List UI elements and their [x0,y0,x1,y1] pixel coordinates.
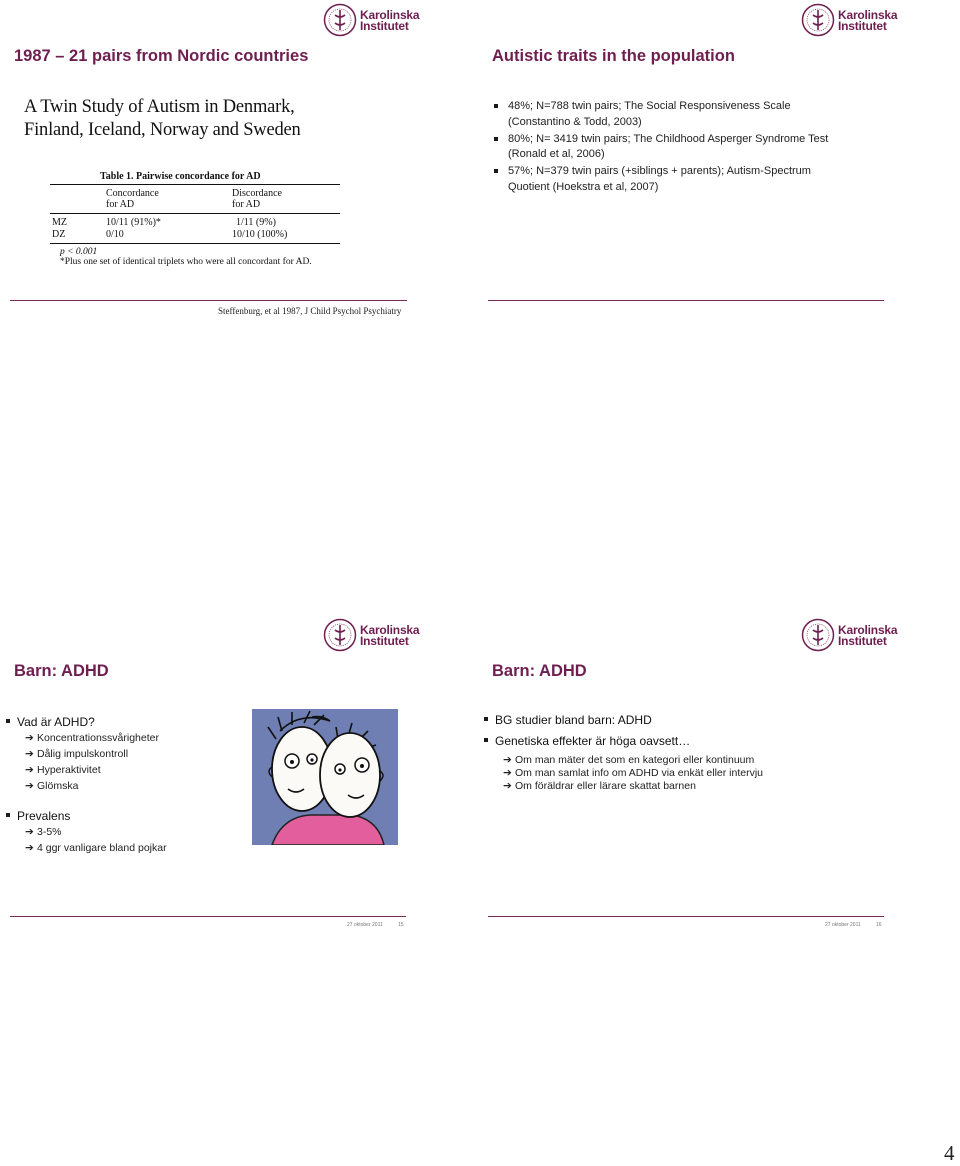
paper-excerpt [24,96,340,268]
footer-date: 27 oktober 2011 [347,922,383,928]
dz-concordance: 0/10 [106,229,124,240]
logo-wordmark: Karolinska Institutet [838,8,898,33]
question-label: Vad är ADHD? [17,715,95,729]
right-arrow-icon: ➔ [503,754,512,766]
right-arrow-icon: ➔ [503,767,512,779]
slide-footer-rule [488,300,884,301]
table-title: Table 1. Pairwise concordance for AD [100,171,261,182]
p-value-note: p < 0.001 [60,247,98,257]
prevalence-sublist [17,824,246,856]
footer-date: 27 oktober 2011 [825,922,861,928]
karolinska-seal-icon [323,3,357,37]
sub-item: ➔ Dålig impulskontroll [25,748,129,760]
prevalence-label: Prevalens [17,809,71,823]
slide-2 [484,0,954,310]
sub-item: ➔ 3-5% [25,826,62,838]
symptom-sublist [17,730,246,794]
slide-footer-rule [10,300,407,301]
sub-item: ➔ Glömska [25,780,79,792]
slide-title: Barn: ADHD [492,662,587,680]
slide-footer-rule [10,916,406,917]
slide-title: Barn: ADHD [14,662,109,680]
slide-4 [484,615,954,928]
two-faces-illustration [252,709,398,845]
list-item [484,733,904,793]
list-item [6,808,246,856]
mz-discordance: 1/11 (9%) [236,217,276,228]
footer-page-number: 16 [876,922,882,928]
logo-wordmark: Karolinska Institutet [360,623,420,648]
table-bottom-rule [50,243,340,244]
logo-wordmark: Karolinska Institutet [838,623,898,648]
right-arrow-icon: ➔ [25,748,34,760]
karolinska-seal-icon [801,618,835,652]
list-item: BG studier bland barn: ADHD [484,712,904,728]
slide-1 [6,0,476,316]
right-arrow-icon: ➔ [25,826,34,838]
slide-footer-rule [488,916,884,917]
bullet-list [492,99,844,197]
row-label-dz: DZ [52,229,66,240]
karolinska-logo [801,3,898,41]
genetics-statement: Genetiska effekter är höga oavsett… [495,734,691,748]
list-item: 80%; N= 3419 twin pairs; The Childhood Asperger Syndrome Test (Ronald et al, 2006) [492,132,844,163]
karolinska-logo [801,618,898,656]
list-item: 48%; N=788 twin pairs; The Social Responsiveness Scale (Constantino & Todd, 2003) [492,99,844,130]
table-footnote: *Plus one set of identical triplets who were all concordant for AD. [60,257,312,267]
slide-title: Autistic traits in the population [492,47,735,65]
genetics-list [484,712,904,793]
col-header-discordance: Discordance for AD [232,188,282,210]
paper-heading-line-2: Finland, Iceland, Norway and Sweden [24,120,301,140]
slide-3 [6,615,476,928]
footer-page-number: 15 [398,922,404,928]
karolinska-logo [323,618,420,656]
table-top-rule [50,184,340,185]
right-arrow-icon: ➔ [25,842,34,854]
sub-item: ➔ Om man samlat info om ADHD via enkät eller intervju [503,767,764,779]
sub-item: ➔ Om man mäter det som en kategori eller kontinuum [503,754,755,766]
sub-item: ➔ Koncentrationssvårigheter [25,732,159,744]
logo-wordmark: Karolinska Institutet [360,8,420,33]
slide-title: 1987 – 21 pairs from Nordic countries [14,47,309,65]
row-label-mz: MZ [52,217,67,228]
adhd-list [6,714,246,856]
right-arrow-icon: ➔ [25,764,34,776]
mz-concordance: 10/11 (91%)* [106,217,161,228]
right-arrow-icon: ➔ [25,732,34,744]
list-item [6,714,246,794]
sub-item: ➔ 4 ggr vanligare bland pojkar [25,842,167,854]
col-header-concordance: Concordance for AD [106,188,159,210]
citation-credit: Steffenburg, et al 1987, J Child Psychol Psychiatry [218,306,402,316]
list-item: 57%; N=379 twin pairs (+siblings + parents); Autism-Spectrum Quotient (Hoekstra et al, 2007) [492,164,844,195]
slide-footer [10,916,406,932]
table-mid-rule [50,213,340,214]
slide-footer [488,916,884,932]
sub-item: ➔ Hyperaktivitet [25,764,101,776]
sub-item: ➔ Om föräldrar eller lärare skattat barnen [503,780,696,792]
dz-discordance: 10/10 (100%) [232,229,288,240]
karolinska-seal-icon [801,3,835,37]
karolinska-seal-icon [323,618,357,652]
karolinska-logo [323,3,420,41]
paper-heading-line-1: A Twin Study of Autism in Denmark, [24,97,295,117]
right-arrow-icon: ➔ [25,780,34,792]
page-number: 4 [944,1141,955,1165]
right-arrow-icon: ➔ [503,780,512,792]
condition-sublist [495,754,904,793]
